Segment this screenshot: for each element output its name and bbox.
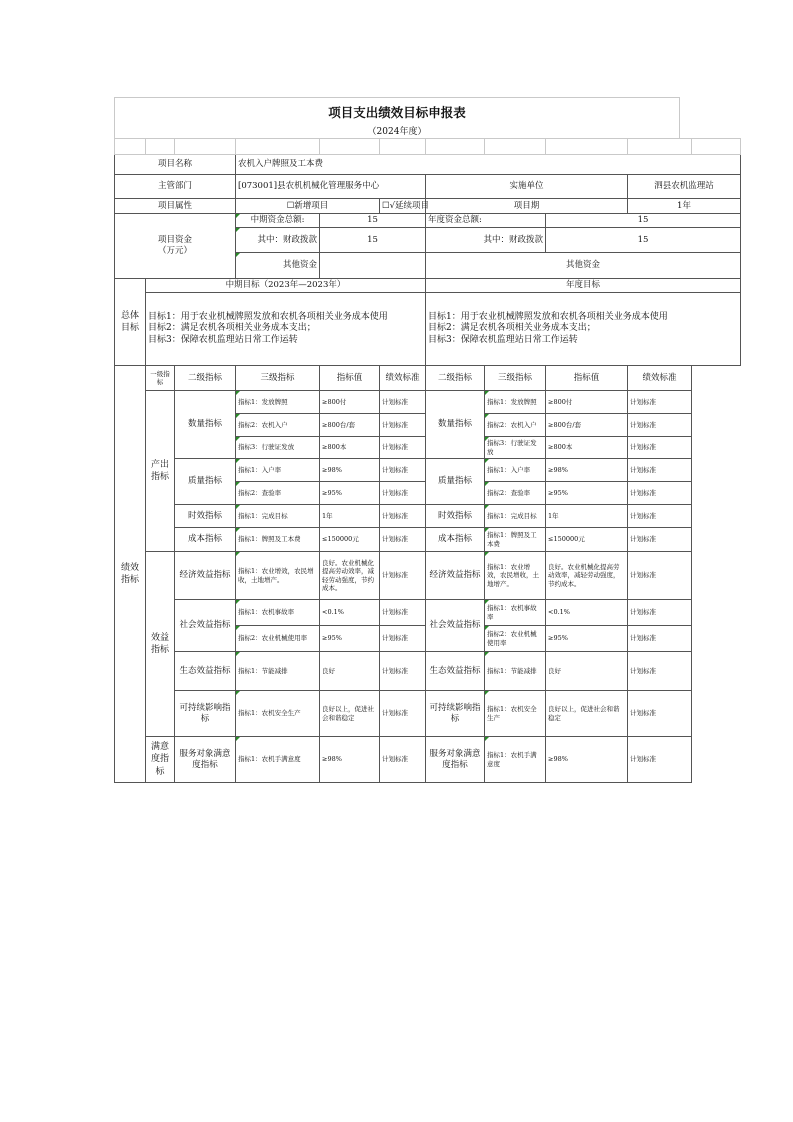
table-row [115, 528, 741, 552]
period-value: 1年 [628, 199, 741, 214]
year-goal-1: 目标1：用于农业机械牌照发放和农机各项相关业务成本使用 [428, 312, 668, 323]
social-label-year: 社会效益指标 [426, 600, 485, 652]
mid-l3: 指标3：行驶证发放 [236, 437, 320, 459]
project-name-label: 项目名称 [115, 155, 236, 175]
year-fiscal-value: 15 [546, 228, 741, 253]
mid-l3: 指标1：完成目标 [236, 505, 320, 528]
header-value-mid: 指标值 [320, 366, 380, 391]
mid-value: ≤150000元 [320, 528, 380, 552]
attr-label: 项目属性 [115, 199, 236, 214]
economic-label-year: 经济效益指标 [426, 552, 485, 600]
mid-goal-2: 目标2：满足农机各项相关业务成本支出； [148, 323, 316, 334]
year-value: ≥800台/套 [546, 414, 628, 437]
year-l3: 指标1：牌照及工本费 [485, 528, 546, 552]
year-l3: 指标1：发放牌照 [485, 391, 546, 414]
year-other-label: 其他资金 [426, 253, 741, 279]
period-label: 项目期 [426, 199, 628, 214]
header-standard-year: 绩效标准 [628, 366, 692, 391]
timeliness-label-year: 时效指标 [426, 505, 485, 528]
mid-fiscal-value: 15 [320, 228, 426, 253]
mid-standard: 计划标准 [380, 482, 426, 505]
fund-label-cell [115, 214, 236, 279]
year-fiscal-label: 其中：财政拨款 [426, 228, 546, 253]
table-row [115, 391, 741, 414]
year-value: 良好以上，促进社会和谐稳定 [546, 691, 628, 737]
attr-continuing-checkbox: ☐√延续项目 [380, 199, 426, 214]
timeliness-label-mid: 时效指标 [175, 505, 236, 528]
mid-standard: 计划标准 [380, 391, 426, 414]
mid-l3: 指标1：农业增效，农民增收，土地增产。 [236, 552, 320, 600]
ecological-label-year: 生态效益指标 [426, 652, 485, 691]
ecological-label-mid: 生态效益指标 [175, 652, 236, 691]
mid-value: ≥98% [320, 737, 380, 783]
table-row [115, 600, 741, 626]
mid-value: ≥800付 [320, 391, 380, 414]
year-value: ≤150000元 [546, 528, 628, 552]
dept-label: 主管部门 [115, 175, 236, 199]
mid-value: ≥800本 [320, 437, 380, 459]
mid-standard: 计划标准 [380, 552, 426, 600]
service-satisfaction-label-year: 服务对象满意度指标 [426, 737, 485, 783]
mid-l3: 指标1：入户率 [236, 459, 320, 482]
overall-goals-label: 总体目标 [115, 279, 146, 366]
year-l3: 指标2：查验率 [485, 482, 546, 505]
mid-l3: 指标1：牌照及工本费 [236, 528, 320, 552]
year-standard: 计划标准 [628, 391, 692, 414]
year-l3: 指标1：节能减排 [485, 652, 546, 691]
impl-unit-label: 实施单位 [426, 175, 628, 199]
year-total-value: 15 [546, 214, 741, 228]
year-standard: 计划标准 [628, 459, 692, 482]
mid-standard: 计划标准 [380, 691, 426, 737]
mid-value: ≥98% [320, 459, 380, 482]
year-l3: 指标2：农机入户 [485, 414, 546, 437]
year-value: 1年 [546, 505, 628, 528]
mid-standard: 计划标准 [380, 737, 426, 783]
year-total-label: 年度资金总额: [426, 214, 546, 228]
year-standard: 计划标准 [628, 505, 692, 528]
mid-l3: 指标1：农机手满意度 [236, 737, 320, 783]
mid-standard: 计划标准 [380, 600, 426, 626]
form-title: 项目支出绩效目标申报表 [114, 97, 680, 127]
mid-standard: 计划标准 [380, 528, 426, 552]
quantity-label-mid: 数量指标 [175, 391, 236, 459]
project-name-value: 农机入户牌照及工本费 [236, 155, 741, 175]
mid-l3: 指标2：查验率 [236, 482, 320, 505]
year-l3: 指标1：农机手满意度 [485, 737, 546, 783]
table-row [115, 505, 741, 528]
year-l3: 指标1：农业增效，农民增收，土地增产。 [485, 552, 546, 600]
impl-unit-value: 泗县农机监理站 [628, 175, 741, 199]
year-standard: 计划标准 [628, 652, 692, 691]
year-standard: 计划标准 [628, 552, 692, 600]
table-row [115, 459, 741, 482]
header-level1: 一级指标 [146, 366, 175, 391]
quality-label-year: 质量指标 [426, 459, 485, 505]
table-row [115, 737, 741, 783]
year-l3: 指标1：农机安全生产 [485, 691, 546, 737]
header-value-year: 指标值 [546, 366, 628, 391]
table-row [115, 552, 741, 600]
year-l3: 指标2：农业机械使用率 [485, 626, 546, 652]
year-value: 良好。农业机械化提高劳动效率，减轻劳动强度，节约成本。 [546, 552, 628, 600]
mid-l3: 指标1：节能减排 [236, 652, 320, 691]
year-goals-text [426, 293, 741, 366]
quality-label-mid: 质量指标 [175, 459, 236, 505]
mid-value: 1年 [320, 505, 380, 528]
quantity-label-year: 数量指标 [426, 391, 485, 459]
sustainability-label-mid: 可持续影响指标 [175, 691, 236, 737]
mid-value: <0.1% [320, 600, 380, 626]
mid-value: ≥95% [320, 626, 380, 652]
mid-other-value [320, 253, 426, 279]
mid-total-label: 中期资金总额: [236, 214, 320, 228]
year-goal-2: 目标2：满足农机各项相关业务成本支出； [428, 323, 596, 334]
mid-goal-1: 目标1：用于农业机械牌照发放和农机各项相关业务成本使用 [148, 312, 388, 323]
mid-total-value: 15 [320, 214, 426, 228]
cost-label-mid: 成本指标 [175, 528, 236, 552]
mid-standard: 计划标准 [380, 437, 426, 459]
mid-l3: 指标2：农机入户 [236, 414, 320, 437]
mid-l3: 指标2：农业机械使用率 [236, 626, 320, 652]
table-row [115, 691, 741, 737]
mid-value: 良好。农业机械化提高劳动效率，减轻劳动强度，节约成本。 [320, 552, 380, 600]
year-standard: 计划标准 [628, 528, 692, 552]
year-l3: 指标3：行驶证发放 [485, 437, 546, 459]
header-level2-year: 二级指标 [426, 366, 485, 391]
year-value: ≥95% [546, 482, 628, 505]
mid-standard: 计划标准 [380, 414, 426, 437]
fund-unit: （万元） [157, 246, 192, 256]
blank-grid-row [115, 139, 741, 155]
year-standard: 计划标准 [628, 737, 692, 783]
performance-target-form [114, 97, 714, 783]
economic-label-mid: 经济效益指标 [175, 552, 236, 600]
mid-l3: 指标1：农机安全生产 [236, 691, 320, 737]
perf-indicators-label: 绩效指标 [115, 366, 146, 783]
year-standard: 计划标准 [628, 482, 692, 505]
mid-goals-text [146, 293, 426, 366]
form-subtitle: （2024年度） [114, 127, 680, 138]
year-value: ≥98% [546, 737, 628, 783]
year-value: ≥98% [546, 459, 628, 482]
year-value: 良好 [546, 652, 628, 691]
header-level3-year: 三级指标 [485, 366, 546, 391]
year-l3: 指标1：入户率 [485, 459, 546, 482]
year-l3: 指标1：完成目标 [485, 505, 546, 528]
year-standard: 计划标准 [628, 414, 692, 437]
year-standard: 计划标准 [628, 691, 692, 737]
mid-value: 良好 [320, 652, 380, 691]
benefit-indicators-label: 效益指标 [146, 552, 175, 737]
year-value: <0.1% [546, 600, 628, 626]
header-level2-mid: 二级指标 [175, 366, 236, 391]
header-level3-mid: 三级指标 [236, 366, 320, 391]
mid-standard: 计划标准 [380, 626, 426, 652]
year-standard: 计划标准 [628, 600, 692, 626]
output-indicators-label: 产出指标 [146, 391, 175, 552]
year-value: ≥95% [546, 626, 628, 652]
mid-value: ≥800台/套 [320, 414, 380, 437]
mid-value: 良好以上，促进社会和谐稳定 [320, 691, 380, 737]
mid-l3: 指标1：发放牌照 [236, 391, 320, 414]
mid-other-label: 其他资金 [236, 253, 320, 279]
year-l3: 指标1：农机事故率 [485, 600, 546, 626]
year-standard: 计划标准 [628, 437, 692, 459]
dept-value: [073001]县农机机械化管理服务中心 [236, 175, 426, 199]
mid-value: ≥95% [320, 482, 380, 505]
year-value: ≥800本 [546, 437, 628, 459]
satisfaction-indicators-label: 满意度指标 [146, 737, 175, 783]
mid-goal-3: 目标3：保障农机监理站日常工作运转 [148, 334, 298, 345]
service-satisfaction-label-mid: 服务对象满意度指标 [175, 737, 236, 783]
fund-label: 项目资金 [157, 235, 192, 246]
year-value: ≥800付 [546, 391, 628, 414]
mid-standard: 计划标准 [380, 652, 426, 691]
header-standard-mid: 绩效标准 [380, 366, 426, 391]
year-standard: 计划标准 [628, 626, 692, 652]
year-goals-header: 年度目标 [426, 279, 741, 293]
table-row [115, 652, 741, 691]
year-goal-3: 目标3：保障农机监理站日常工作运转 [428, 334, 578, 345]
mid-goals-header: 中期目标（2023年—2023年） [146, 279, 426, 293]
social-label-mid: 社会效益指标 [175, 600, 236, 652]
sustainability-label-year: 可持续影响指标 [426, 691, 485, 737]
mid-standard: 计划标准 [380, 505, 426, 528]
mid-standard: 计划标准 [380, 459, 426, 482]
cost-label-year: 成本指标 [426, 528, 485, 552]
attr-new-checkbox: ☐新增项目 [236, 199, 380, 214]
mid-l3: 指标1：农机事故率 [236, 600, 320, 626]
mid-fiscal-label: 其中：财政拨款 [236, 228, 320, 253]
